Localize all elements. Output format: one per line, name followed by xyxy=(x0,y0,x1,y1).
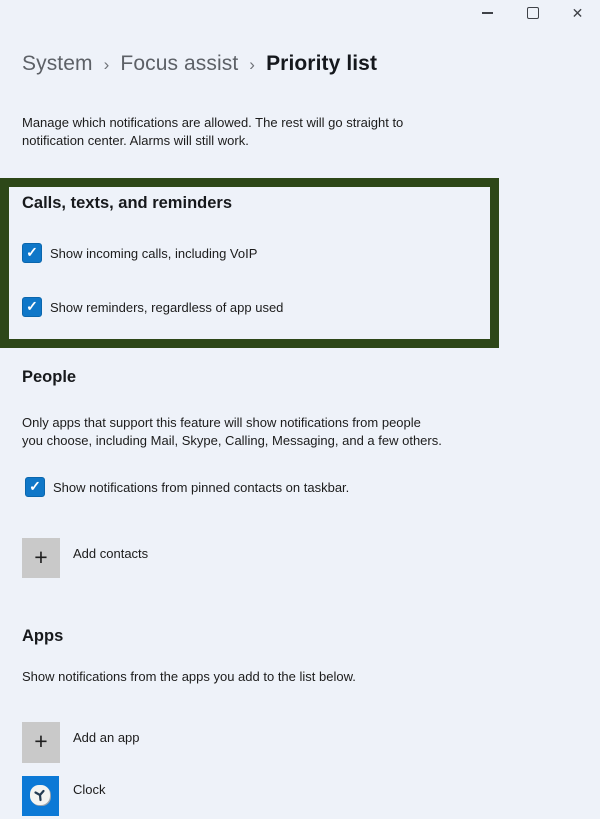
checkbox-row-incoming-calls[interactable] xyxy=(22,243,257,263)
window-controls xyxy=(465,0,600,26)
apps-description-line: Show notifications from the apps you add to the list below. xyxy=(22,669,356,684)
add-contacts-label: Add contacts xyxy=(73,546,149,561)
checkbox-row-pinned-contacts[interactable] xyxy=(25,477,349,497)
add-an-app-label: Add an app xyxy=(73,730,140,745)
close-button[interactable] xyxy=(555,0,600,26)
intro-line: notification center. Alarms will still work. xyxy=(22,133,249,148)
checkbox-checked[interactable] xyxy=(22,297,42,317)
people-description-line: Only apps that support this feature will show notifications from people xyxy=(22,415,421,430)
breadcrumb-system[interactable]: System xyxy=(22,52,93,75)
section-title-calls: Calls, texts, and reminders xyxy=(22,194,232,212)
chevron-right-icon: › xyxy=(103,54,110,74)
plus-icon: + xyxy=(34,543,48,570)
section-title-apps: Apps xyxy=(22,627,64,645)
people-description-line: you choose, including Mail, Skype, Calling, Messaging, and a few others. xyxy=(22,433,442,448)
maximize-button[interactable] xyxy=(510,0,555,26)
intro-line: Manage which notifications are allowed. The rest will go straight to xyxy=(22,115,404,130)
clock-app-label: Clock xyxy=(73,782,106,797)
checkmark-icon: ✓ xyxy=(26,244,38,260)
add-contacts-button[interactable] xyxy=(22,538,60,578)
checkbox-label: Show incoming calls, including VoIP xyxy=(50,246,258,261)
minimize-button[interactable] xyxy=(465,0,510,26)
checkbox-checked[interactable] xyxy=(25,477,45,497)
checkmark-icon: ✓ xyxy=(26,298,38,314)
people-description xyxy=(22,414,442,450)
breadcrumb-focus-assist[interactable]: Focus assist xyxy=(120,52,239,75)
page-title: Priority list xyxy=(266,52,378,75)
checkbox-checked[interactable] xyxy=(22,243,42,263)
close-icon: ✕ xyxy=(571,5,584,21)
maximize-icon xyxy=(527,7,539,19)
plus-icon: + xyxy=(34,728,48,754)
clock-app-tile[interactable] xyxy=(22,776,59,816)
checkmark-icon: ✓ xyxy=(29,478,41,494)
chevron-right-icon: › xyxy=(249,54,256,74)
apps-description xyxy=(22,668,356,686)
section-title-people: People xyxy=(22,368,77,386)
clock-app-icon xyxy=(28,783,54,809)
minimize-icon xyxy=(482,12,493,14)
checkbox-label: Show notifications from pinned contacts on taskbar. xyxy=(53,480,350,495)
add-an-app-button[interactable] xyxy=(22,722,60,763)
intro-text xyxy=(22,114,403,150)
checkbox-label: Show reminders, regardless of app used xyxy=(50,300,284,315)
checkbox-row-reminders[interactable] xyxy=(22,297,283,317)
breadcrumb xyxy=(22,52,377,76)
